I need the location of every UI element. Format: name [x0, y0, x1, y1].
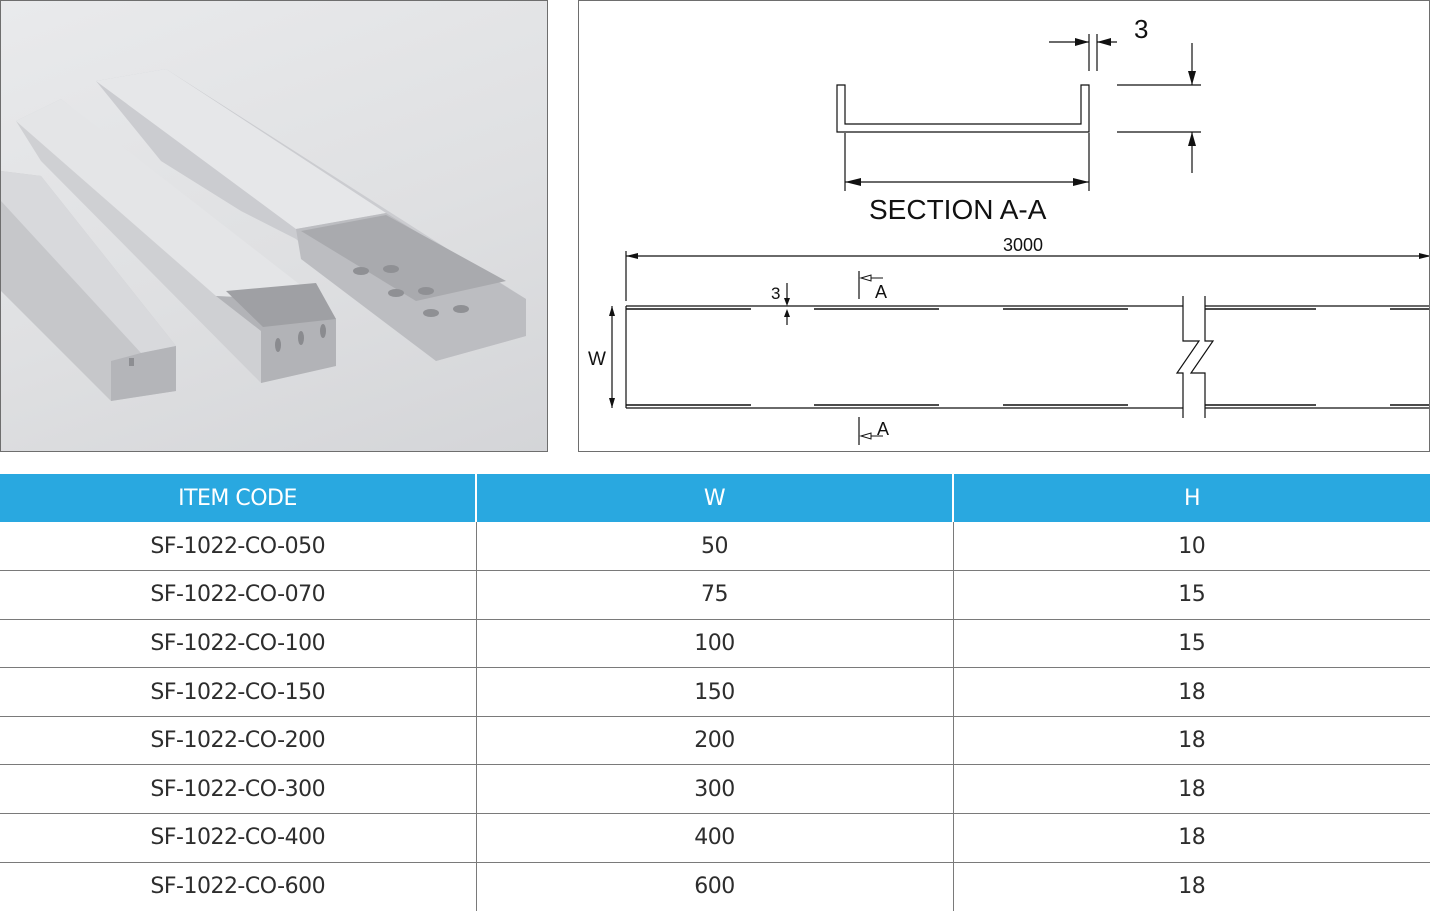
width-cell: 50 — [476, 522, 953, 571]
width-cell: 75 — [476, 571, 953, 620]
table-row — [0, 522, 1430, 571]
width-cell: 400 — [476, 814, 953, 863]
section-title: SECTION A-A — [869, 194, 1047, 225]
item-code-cell: SF-1022-CO-150 — [0, 668, 476, 717]
header-item-code: ITEM CODE — [0, 474, 476, 522]
product-photo — [0, 0, 548, 452]
item-code-cell: SF-1022-CO-100 — [0, 619, 476, 668]
length-label: 3000 — [1003, 235, 1044, 255]
table-row — [0, 619, 1430, 668]
table-row — [0, 716, 1430, 765]
item-code-cell: SF-1022-CO-400 — [0, 814, 476, 863]
dimension-drawing — [579, 1, 1430, 452]
technical-drawing — [578, 0, 1430, 452]
spec-table — [0, 474, 1430, 911]
table-row — [0, 571, 1430, 620]
height-cell: 18 — [953, 765, 1430, 814]
table-header-row — [0, 474, 1430, 522]
item-code-cell: SF-1022-CO-300 — [0, 765, 476, 814]
header-h: H — [953, 474, 1430, 522]
section-marker-bottom: A — [877, 419, 890, 439]
width-cell: 300 — [476, 765, 953, 814]
section-profile — [837, 85, 1089, 132]
height-cell: 15 — [953, 571, 1430, 620]
item-code-cell: SF-1022-CO-070 — [0, 571, 476, 620]
table-row — [0, 668, 1430, 717]
height-cell: 18 — [953, 668, 1430, 717]
height-cell: 18 — [953, 862, 1430, 911]
width-cell: 200 — [476, 716, 953, 765]
width-cell: 100 — [476, 619, 953, 668]
table-row — [0, 814, 1430, 863]
height-cell: 18 — [953, 716, 1430, 765]
header-w: W — [476, 474, 953, 522]
table-row — [0, 862, 1430, 911]
edge-offset-label: 3 — [771, 284, 781, 303]
table-row — [0, 765, 1430, 814]
width-cell: 600 — [476, 862, 953, 911]
item-code-cell: SF-1022-CO-600 — [150, 874, 326, 900]
slot-lines — [626, 309, 1430, 405]
item-code-cell: SF-1022-CO-200 — [0, 716, 476, 765]
cable-trunking-illustration — [1, 1, 548, 452]
flange-thickness-label: 3 — [1134, 14, 1149, 44]
item-code-cell: SF-1022-CO-050 — [0, 522, 476, 571]
height-cell: 10 — [953, 522, 1430, 571]
height-cell: 18 — [953, 814, 1430, 863]
height-cell: 15 — [953, 619, 1430, 668]
section-marker-top: A — [875, 282, 888, 302]
width-cell: 150 — [476, 668, 953, 717]
width-label: W — [588, 349, 606, 370]
